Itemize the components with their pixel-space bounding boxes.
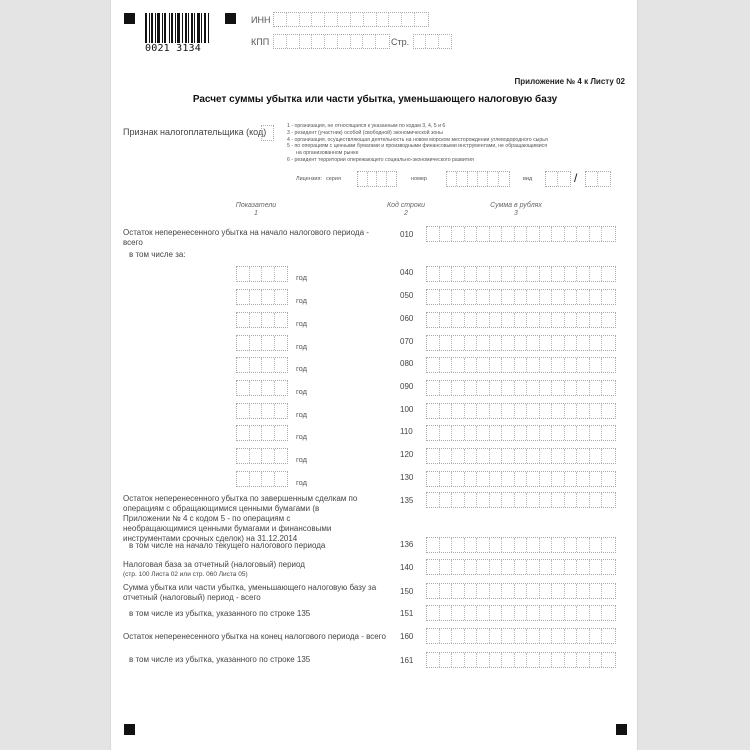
row-060-amount-field[interactable]: [426, 312, 616, 328]
row-140-label: [123, 560, 385, 580]
taxpayer-code-5: 5 - по операциям с ценными бумагами и производными финансовыми инструментами, не обращающимися: [287, 143, 548, 150]
taxpayer-sign-field[interactable]: [261, 125, 274, 141]
form-page: [110, 0, 638, 750]
page-number-label: Стр.: [391, 37, 410, 47]
row-130-year-field[interactable]: [236, 471, 288, 487]
row-070-year-label: год: [296, 342, 307, 351]
row-040-amount-field[interactable]: [426, 266, 616, 282]
column-header-indicators-number: 1: [254, 210, 258, 217]
registration-marker-top-left: [124, 13, 135, 24]
row-010-amount-field[interactable]: [426, 226, 616, 242]
row-161-code: 161: [400, 656, 414, 665]
license-type-label: вид: [523, 176, 533, 182]
row-136-amount-field[interactable]: [426, 537, 616, 553]
column-header-line-code-label: Код строки: [386, 202, 426, 209]
row-150-amount-field[interactable]: [426, 583, 616, 599]
row-010-label: Остаток неперенесенного убытка на начало налогового периода - всего: [123, 228, 369, 247]
row-070-code: 070: [400, 337, 414, 346]
row-090-code: 090: [400, 382, 414, 391]
row-120-year-label: год: [296, 455, 307, 464]
taxpayer-code-list: [287, 123, 627, 164]
row-135-code: 135: [400, 496, 414, 505]
row-130-amount-field[interactable]: [426, 471, 616, 487]
row-151-amount-field[interactable]: [426, 605, 616, 621]
column-header-indicators: [211, 202, 301, 218]
row-100-amount-field[interactable]: [426, 403, 616, 419]
barcode: [145, 13, 213, 43]
license-series-field[interactable]: [357, 171, 397, 187]
row-160-code: 160: [400, 632, 414, 641]
row-090-year-field[interactable]: [236, 380, 288, 396]
row-080-amount-field[interactable]: [426, 357, 616, 373]
row-161-label: в том числе из убытка, указанного по строке 135: [129, 655, 311, 664]
page-number-field[interactable]: [413, 34, 452, 49]
row-040-code: 040: [400, 268, 414, 277]
column-header-amount-label: Сумма в рублях: [490, 202, 542, 209]
license-number-field[interactable]: [446, 171, 510, 187]
taxpayer-code-6: 6 - резидент территории опережающего социально-экономического развития: [287, 156, 474, 163]
row-050-year-label: год: [296, 296, 307, 305]
kpp-label: КПП: [251, 37, 270, 47]
taxpayer-code-1: 1 - организация, не относящаяся к указанным по кодам 3, 4, 5 и 6: [287, 123, 446, 129]
row-090-year-label: год: [296, 387, 307, 396]
row-135-label: Остаток неперенесенного убытка по завершенным сделкам по операциям с обращающимися ценными бумагами (в Приложении № 4 с кодом 5 - по операциям с необращающимися ценными бумагами и финансовыми инструментами срочных сделок) на 31.12.2014: [123, 494, 358, 543]
row-110-year-field[interactable]: [236, 425, 288, 441]
row-040-year-label: год: [296, 273, 307, 282]
row-100-year-label: год: [296, 410, 307, 419]
license-label: Лицензия:: [296, 176, 322, 182]
row-136-code: 136: [400, 540, 414, 549]
row-150-code: 150: [400, 587, 414, 596]
row-140-note: (стр. 100 Листа 02 или стр. 060 Листа 05): [123, 571, 248, 578]
barcode-number: 0021 3134: [145, 43, 201, 54]
row-060-code: 060: [400, 314, 414, 323]
row-080-year-field[interactable]: [236, 357, 288, 373]
license-type-field-2[interactable]: [585, 171, 611, 187]
including-for-label: в том числе за:: [129, 250, 186, 259]
row-140-text: Налоговая база за отчетный (налоговый) период: [123, 560, 305, 569]
row-140-code: 140: [400, 563, 414, 572]
kpp-field[interactable]: [273, 34, 390, 49]
row-050-amount-field[interactable]: [426, 289, 616, 305]
row-070-year-field[interactable]: [236, 335, 288, 351]
license-number-label: номер: [411, 176, 427, 182]
row-160-amount-field[interactable]: [426, 628, 616, 644]
row-151-label: в том числе из убытка, указанного по строке 135: [129, 609, 311, 618]
row-040-year-field[interactable]: [236, 266, 288, 282]
row-050-code: 050: [400, 291, 414, 300]
row-140-amount-field[interactable]: [426, 559, 616, 575]
column-header-amount: [471, 202, 561, 218]
row-100-year-field[interactable]: [236, 403, 288, 419]
row-151-code: 151: [400, 609, 414, 618]
row-080-year-label: год: [296, 364, 307, 373]
column-header-line-code-number: 2: [404, 210, 408, 217]
row-130-year-label: год: [296, 478, 307, 487]
row-110-amount-field[interactable]: [426, 425, 616, 441]
row-110-code: 110: [400, 427, 413, 436]
row-120-code: 120: [400, 450, 414, 459]
form-title: Расчет суммы убытка или части убытка, уменьшающего налоговую базу: [192, 94, 558, 105]
row-161-amount-field[interactable]: [426, 652, 616, 668]
taxpayer-sign-label: Признак налогоплательщика (код): [123, 127, 267, 137]
taxpayer-code-3: 3 - резидент (участник) особой (свободной) экономической зоны: [287, 129, 443, 136]
row-136-label: в том числе на начало текущего налогового периода: [129, 541, 326, 550]
row-080-code: 080: [400, 359, 414, 368]
row-160-label: Остаток неперенесенного убытка на конец налогового периода - всего: [123, 632, 386, 641]
row-100-code: 100: [400, 405, 414, 414]
license-type-field-1[interactable]: [545, 171, 571, 187]
row-130-code: 130: [400, 473, 414, 482]
column-header-line-code: [376, 202, 436, 218]
row-060-year-field[interactable]: [236, 312, 288, 328]
registration-marker-bottom-right: [616, 724, 627, 735]
appendix-label: Приложение № 4 к Листу 02: [514, 77, 625, 86]
column-header-amount-number: 3: [514, 210, 518, 217]
row-110-year-label: год: [296, 432, 307, 441]
row-135-amount-field[interactable]: [426, 492, 616, 508]
taxpayer-code-4: 4 - организация, осуществляющая деятельность на новом морском месторождении углеводородного сырья: [287, 136, 548, 143]
row-090-amount-field[interactable]: [426, 380, 616, 396]
registration-marker-top-right: [225, 13, 236, 24]
row-010-code: 010: [400, 230, 414, 239]
inn-field[interactable]: [273, 12, 429, 27]
row-070-amount-field[interactable]: [426, 335, 616, 351]
inn-label: ИНН: [251, 15, 271, 25]
taxpayer-code-5-cont: на организованном рынке: [296, 150, 359, 157]
registration-marker-bottom-left: [124, 724, 135, 735]
license-series-label: серия: [326, 176, 341, 182]
license-type-slash: /: [574, 171, 578, 185]
row-150-label: Сумма убытка или части убытка, уменьшающего налоговую базу за отчетный (налоговый) период - всего: [123, 583, 377, 602]
row-060-year-label: год: [296, 319, 307, 328]
column-header-indicators-label: Показатели: [235, 202, 277, 209]
row-120-amount-field[interactable]: [426, 448, 616, 464]
row-050-year-field[interactable]: [236, 289, 288, 305]
row-120-year-field[interactable]: [236, 448, 288, 464]
